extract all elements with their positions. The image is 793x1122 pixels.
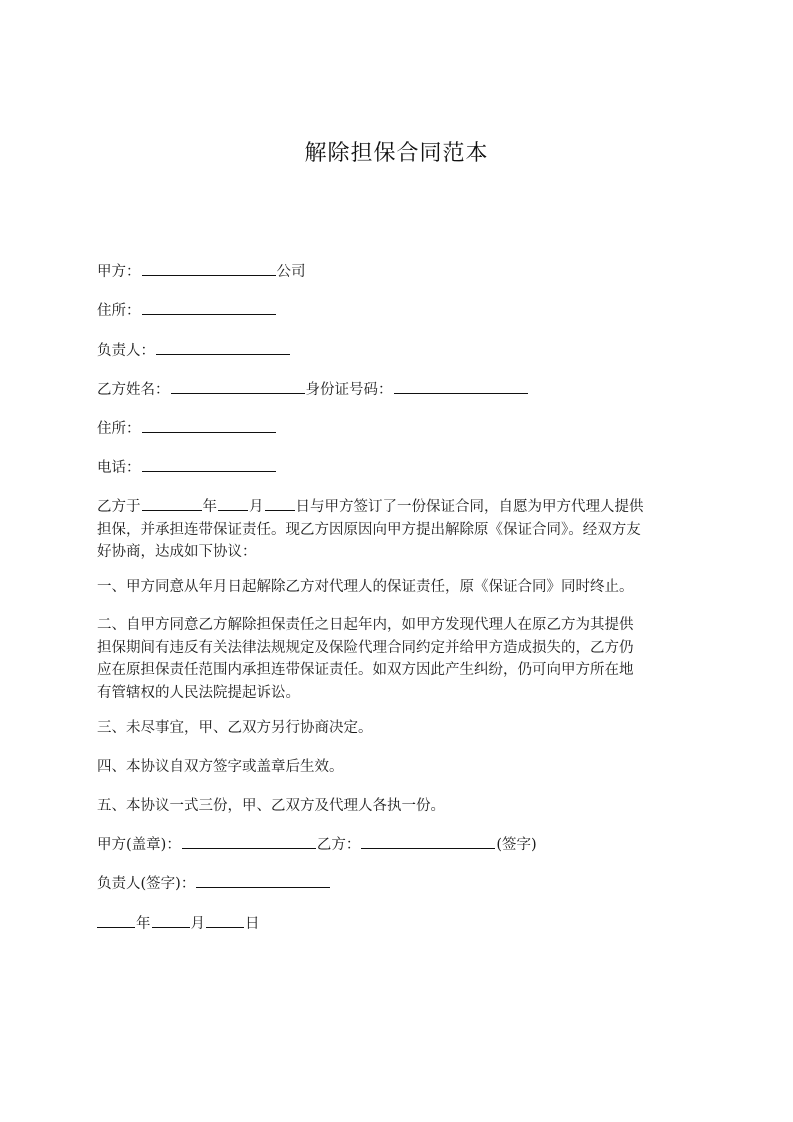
sign-b-blank	[361, 834, 495, 849]
clause-3: 三、未尽事宜，甲、乙双方另行协商决定。	[97, 720, 373, 736]
clause-2-row: 应在原担保责任范围内承担连带保证责任。如双方因此产生纠纷，仍可向甲方所在地	[97, 662, 634, 678]
clause-1: 一、甲方同意从年月日起解除乙方对代理人的保证责任，原《保证合同》同时终止。	[97, 579, 634, 595]
clause-5: 五、本协议一式三份，甲、乙双方及代理人各执一份。	[97, 798, 445, 814]
sign-responsible-blank	[196, 873, 330, 888]
page-title: 解除担保合同范本	[304, 141, 489, 166]
sign-responsible-label: 负责人(签字)：	[97, 876, 196, 892]
sign-b-suffix: (签字)	[496, 837, 537, 853]
clause-2-row: 二、自甲方同意乙方解除担保责任之日起年内，如甲方发现代理人在原乙方为其提供	[97, 617, 634, 633]
date-year-blank	[97, 913, 135, 928]
intro-prefix: 乙方于	[97, 499, 141, 515]
id-number-blank	[394, 379, 528, 394]
id-number-label: 身份证号码：	[305, 382, 393, 398]
phone-label: 电话：	[97, 460, 141, 476]
party-a-suffix: 公司	[276, 264, 306, 280]
clause-2	[97, 614, 695, 704]
clause-2-row: 有管辖权的人民法院提起诉讼。	[97, 684, 300, 701]
clause-4: 四、本协议自双方签字或盖章后生效。	[97, 759, 344, 775]
address-label: 住所：	[97, 303, 141, 319]
date-day: 日	[245, 916, 260, 932]
agreement-intro-paragraph	[97, 496, 695, 564]
party-a-blank	[142, 261, 276, 276]
party-a-address-line	[97, 300, 277, 322]
date-month: 月	[190, 916, 205, 932]
sign-a-blank	[182, 834, 316, 849]
responsible-signature-line	[97, 873, 331, 895]
intro-row2: 担保，并承担连带保证责任。现乙方因原因向甲方提出解除原《保证合同》。经双方友	[97, 521, 641, 538]
clause-2-row: 担保期间有违反有关法律法规规定及保险代理合同约定并给甲方造成损失的，乙方仍	[97, 639, 634, 656]
party-b-name-label: 乙方姓名：	[97, 382, 170, 398]
date-month-blank	[152, 913, 190, 928]
party-a-line	[97, 261, 306, 283]
intro-row1-rest: 日与甲方签订了一份保证合同，自愿为甲方代理人提供	[295, 499, 644, 515]
party-a-label: 甲方：	[97, 264, 141, 280]
address-blank	[142, 418, 276, 433]
responsible-label: 负责人：	[97, 343, 155, 359]
responsible-blank	[156, 340, 290, 355]
date-year: 年	[136, 916, 151, 932]
date-line	[97, 913, 260, 935]
intro-row3: 好协商，达成如下协议：	[97, 544, 257, 560]
sign-b-label: 乙方：	[316, 837, 361, 853]
phone-blank	[142, 457, 276, 472]
year-blank	[142, 496, 202, 511]
day-blank	[265, 496, 295, 511]
intro-year: 年	[202, 499, 217, 515]
sign-a-label: 甲方(盖章)：	[97, 837, 181, 853]
address-label: 住所：	[97, 421, 141, 437]
intro-month: 月	[249, 499, 264, 515]
date-day-blank	[206, 913, 244, 928]
party-b-line	[97, 379, 529, 401]
responsible-line	[97, 340, 291, 362]
address-blank	[142, 300, 276, 315]
phone-line	[97, 457, 277, 479]
party-b-address-line	[97, 418, 277, 440]
month-blank	[218, 496, 248, 511]
signature-line	[97, 834, 537, 856]
party-b-name-blank	[171, 379, 305, 394]
